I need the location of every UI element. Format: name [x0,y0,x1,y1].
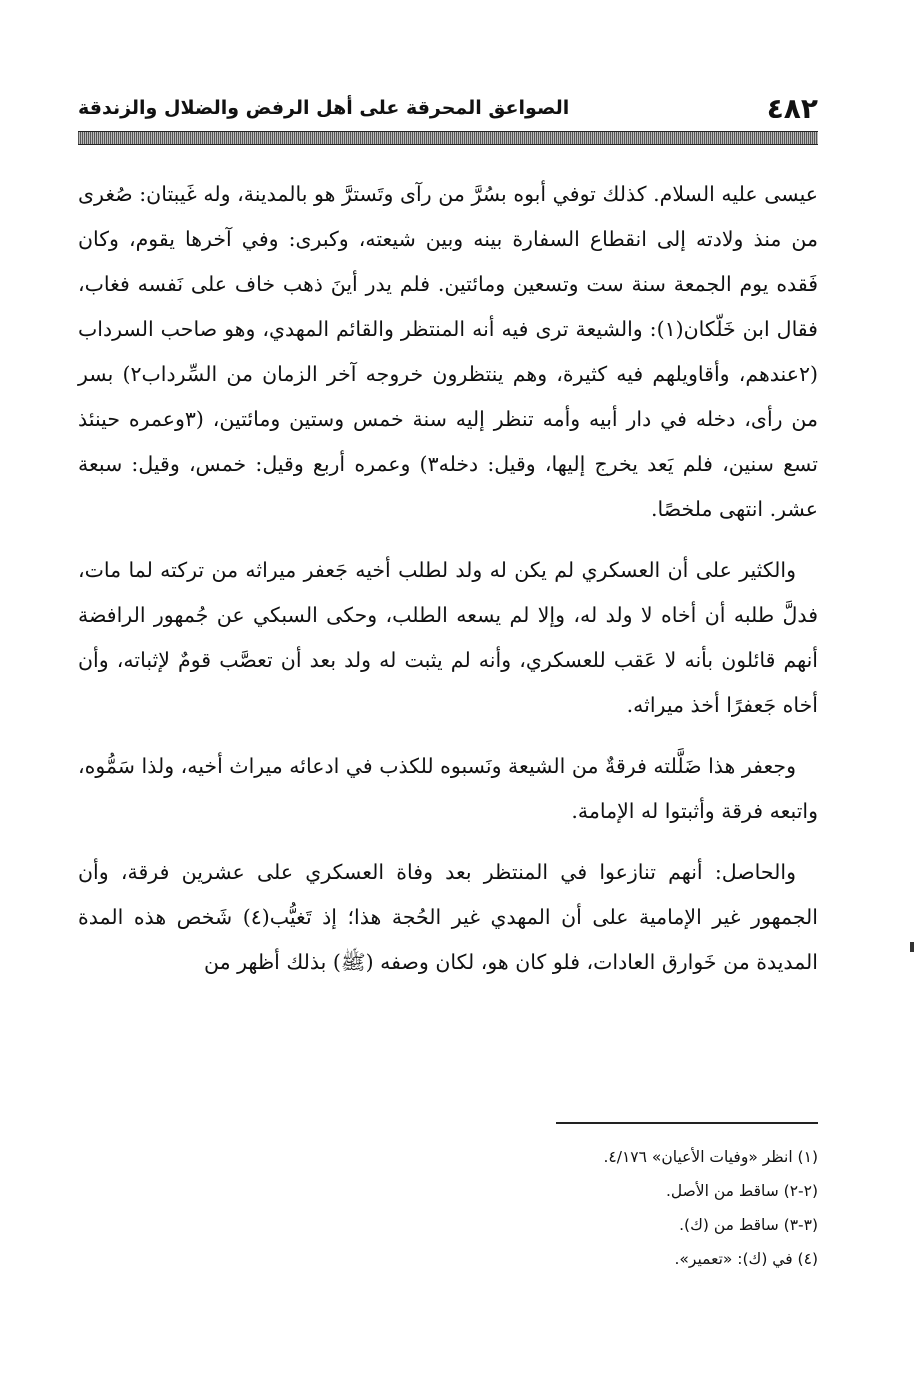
scan-edge-mark [910,942,914,952]
paragraph: وجعفر هذا ضَلَّلته فرقةٌ من الشيعة ونَسبوه للكذب في ادعائه ميراث أخيه، ولذا سَمُّوه، واتبعه فرقة وأثبتوا له الإمامة. [78,754,818,823]
footnote-divider [556,1122,818,1124]
page-number: ٤٨٢ [766,91,818,125]
footnote: (٣-٣) ساقط من (ك). [679,1216,818,1234]
footnote: (٢-٢) ساقط من الأصل. [665,1182,818,1200]
footnote: (١) انظر «وفيات الأعيان» ٤/١٧٦. [603,1148,818,1166]
footnote: (٤) في (ك): «تعمير». [674,1250,818,1268]
main-text [78,172,818,1001]
page-header [78,88,818,128]
paragraph: عيسى عليه السلام. كذلك توفي أبوه بسُرَّ من رآى وتَسترَّ هو بالمدينة، وله غَيبتان: صُغرى من منذ ولادته إلى انقطاع السفارة بينه وبين شيعته، وكبرى: وفي آخرها يقوم، وكان فَقده يوم الجمعة سنة ست وتسعين ومائتين. فلم يدر أينَ ذهب خاف على نَفسه فغاب، فقال ابن خَلّكان(١): والشيعة ترى فيه أنه المنتظر والقائم المهدي، وهو صاحب السرداب (٢عندهم، وأقاويلهم فيه كثيرة، وهم ينتظرون خروجه آخر الزمان من السِّرداب٢) بسر من رأى، دخله في دار أبيه وأمه تنظر إليه سنة خمس وستين ومائتين، (٣وعمره حينئذ تسع سنين، فلم يَعد يخرج إليها، وقيل: دخله٣) وعمره أربع وقيل: خمس، وقيل: سبعة عشر. انتهى ملخصًا. [78,182,818,521]
header-divider [78,131,818,145]
running-title: الصواعق المحرقة على أهل الرفض والضلال والزندقة [78,97,570,119]
paragraph: والحاصل: أنهم تنازعوا في المنتظر بعد وفاة العسكري على عشرين فرقة، وأن الجمهور غير الإمامية على أن المهدي غير الحُجة هذا؛ إذ تَغيُّب(٤) شَخص هذه المدة المديدة من خَوارق العادات، فلو كان هو، لكان وصفه (ﷺ) بذلك أظهر من [78,860,818,974]
footnotes [318,1140,818,1276]
paragraph: والكثير على أن العسكري لم يكن له ولد لطلب أخيه جَعفر ميراثه من تركته لما مات، فدلَّ طلبه أن أخاه لا ولد له، وإلا لم يسعه الطلب، وحكى السبكي عن جُمهور الرافضة أنهم قائلون بأنه لا عَقب للعسكري، وأنه لم يثبت له ولد بعد أن تعصَّب قومٌ لإثباته، وأن أخاه جَعفرًا أخذ ميراثه. [78,558,818,717]
